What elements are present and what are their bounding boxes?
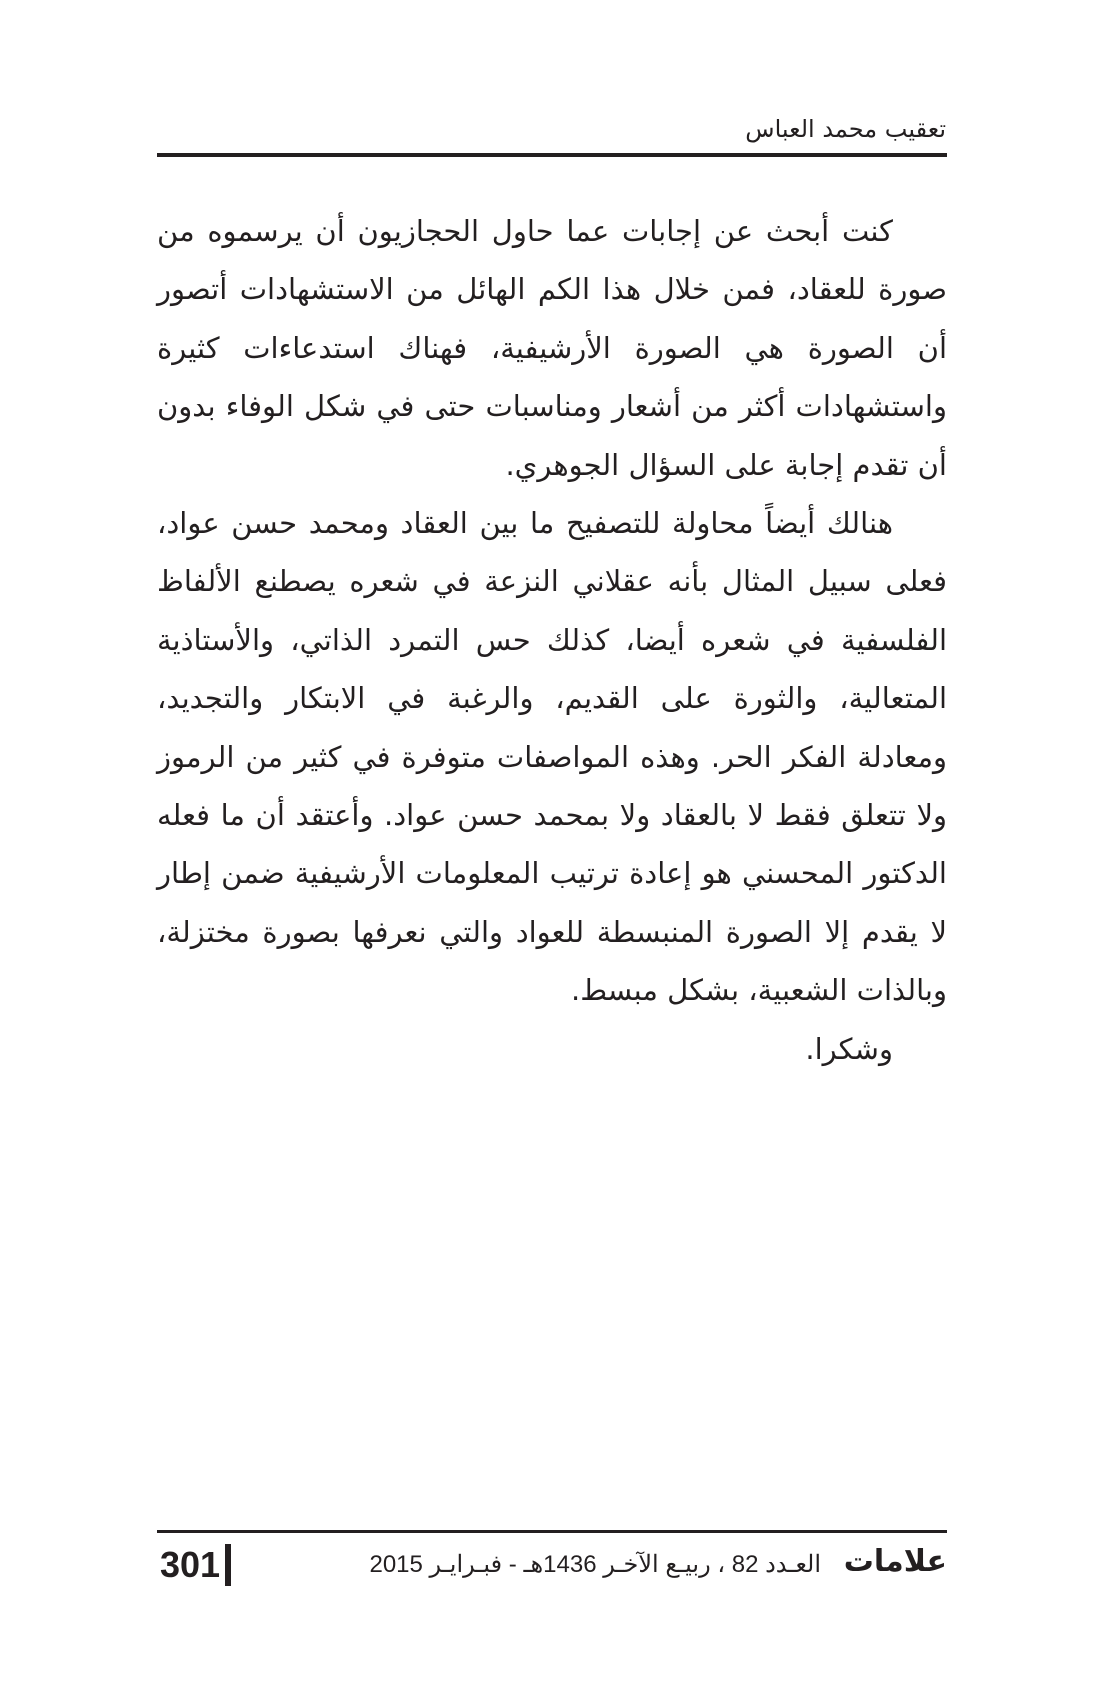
body-text <box>157 202 947 1078</box>
issue-info: العـدد 82 ، ربيـع الآخـر 1436هـ - فبـرايـر 2015 <box>369 1551 821 1578</box>
magazine-logo: علامات <box>843 1544 947 1579</box>
paragraph-1: كنت أبحث عن إجابات عما حاول الحجازيون أن يرسموه من صورة للعقاد، فمن خلال هذا الكم الهائل من الاستشهادات أتصور أن الصورة هي الصورة الأرشيفية، فهناك استدعاءات كثيرة واستشهادات أكثر من أشعار ومناسبات حتى في شكل الوفاء بدون أن تقدم إجابة على السؤال الجوهري. <box>157 214 947 482</box>
running-header: تعقيب محمد العباس <box>745 115 946 143</box>
paragraph-2: هنالك أيضاً محاولة للتصفيح ما بين العقاد ومحمد حسن عواد، فعلى سبيل المثال بأنه عقلاني النزعة في شعره يصطنع الألفاظ الفلسفية في شعره أيضا، كذلك حس التمرد الذاتي، والأستاذية المتعالية، والثورة على القديم، والرغبة في الابتكار والتجديد، ومعادلة الفكر الحر. وهذه المواصفات متوفرة في كثير من الرموز ولا تتعلق فقط لا بالعقاد ولا بمحمد حسن عواد. وأعتقد أن ما فعله الدكتور المحسني هو إعادة ترتيب المعلومات الأرشيفية ضمن إطار لا يقدم إلا الصورة المنبسطة للعواد والتي نعرفها بصورة مختزلة، وبالذات الشعبية، بشكل مبسط. <box>157 506 947 1008</box>
paragraph-3: وشكرا. <box>805 1031 893 1066</box>
page-footer <box>157 1540 947 1590</box>
page-number: 301 <box>160 1544 221 1585</box>
footer-divider <box>225 1544 231 1586</box>
footer-rule <box>157 1530 947 1533</box>
header-rule <box>157 153 947 157</box>
